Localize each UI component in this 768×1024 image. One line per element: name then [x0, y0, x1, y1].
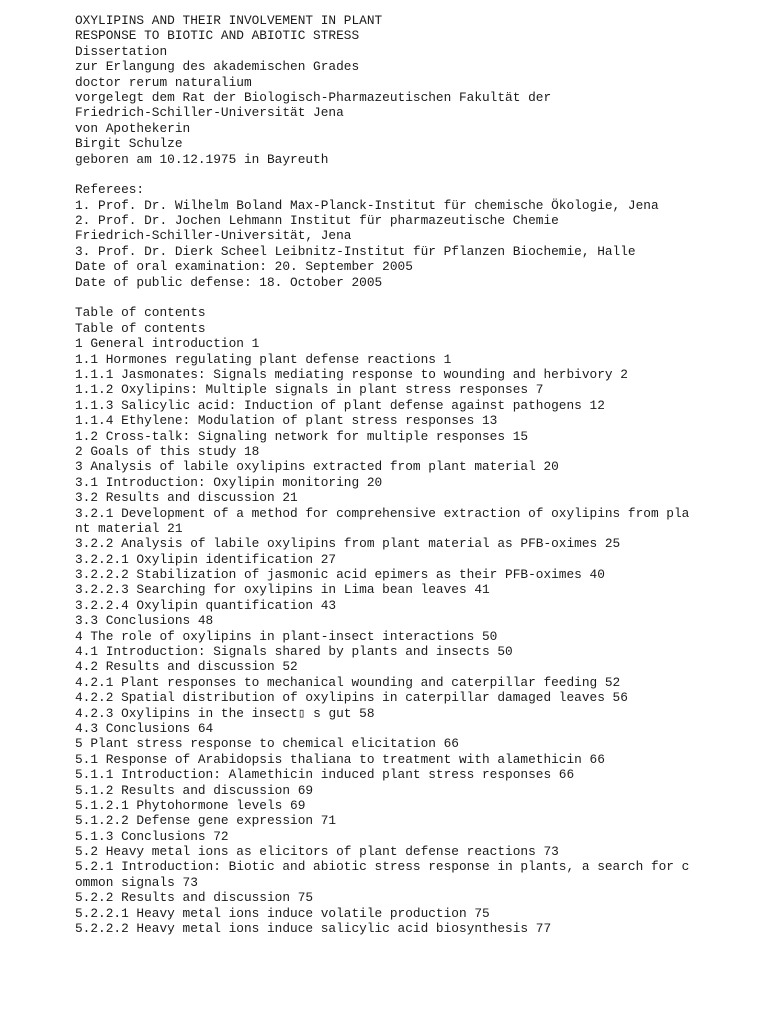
text-line: nt material 21	[75, 520, 183, 536]
text-line: 3.2.2.2 Stabilization of jasmonic acid epimers as their PFB-oximes 40	[75, 567, 605, 583]
text-line: 4.2.2 Spatial distribution of oxylipins in caterpillar damaged leaves 56	[75, 690, 628, 706]
text-line: 3.3 Conclusions 48	[75, 613, 214, 629]
text-line: RESPONSE TO BIOTIC AND ABIOTIC STRESS	[75, 28, 360, 44]
text-line: 5.2.2.2 Heavy metal ions induce salicylic acid biosynthesis 77	[75, 921, 552, 937]
text-line: 3.2.2 Analysis of labile oxylipins from plant material as PFB-oximes 25	[75, 536, 621, 552]
text-line: 2 Goals of this study 18	[75, 443, 260, 459]
text-line: 5.1.3 Conclusions 72	[75, 828, 229, 844]
text-line: 5.1.1 Introduction: Alamethicin induced plant stress responses 66	[75, 767, 575, 783]
text-line: OXYLIPINS AND THEIR INVOLVEMENT IN PLANT	[75, 13, 383, 28]
text-line: ommon signals 73	[75, 874, 198, 890]
text-line: 1.1 Hormones regulating plant defense reactions 1	[75, 351, 452, 367]
text-line: Date of oral examination: 20. September 2005	[75, 259, 413, 275]
text-line: 1 General introduction 1	[75, 336, 260, 352]
text-line: 4.3 Conclusions 64	[75, 720, 214, 736]
text-line: 2. Prof. Dr. Jochen Lehmann Institut für pharmazeutische Chemie	[75, 213, 559, 229]
text-line: 5.1.2.2 Defense gene expression 71	[75, 813, 337, 829]
document-text	[75, 13, 755, 936]
text-line: 5.1.2 Results and discussion 69	[75, 782, 314, 798]
text-line: 3.2 Results and discussion 21	[75, 490, 298, 506]
text-line: 5.2.2.1 Heavy metal ions induce volatile production 75	[75, 905, 490, 921]
text-line: Table of contents	[75, 320, 206, 336]
text-line: zur Erlangung des akademischen Grades	[75, 59, 360, 75]
text-line: 4 The role of oxylipins in plant-insect interactions 50	[75, 628, 498, 644]
text-line: Birgit Schulze	[75, 136, 183, 152]
text-line: 5 Plant stress response to chemical elicitation 66	[75, 736, 459, 752]
text-line: 4.2 Results and discussion 52	[75, 659, 298, 675]
text-line: 3.2.1 Development of a method for comprehensive extraction of oxylipins from pla	[75, 505, 690, 521]
text-line: 5.1.2.1 Phytohormone levels 69	[75, 797, 306, 813]
text-line: doctor rerum naturalium	[75, 74, 252, 90]
text-line: 3.1 Introduction: Oxylipin monitoring 20	[75, 474, 383, 490]
text-line: 3 Analysis of labile oxylipins extracted from plant material 20	[75, 459, 559, 475]
text-line: vorgelegt dem Rat der Biologisch-Pharmazeutischen Fakultät der	[75, 89, 552, 105]
text-line: Dissertation	[75, 43, 168, 59]
text-line: 5.2.1 Introduction: Biotic and abiotic stress response in plants, a search for c	[75, 859, 690, 875]
text-line: Friedrich-Schiller-Universität, Jena	[75, 228, 352, 244]
text-line: 5.1 Response of Arabidopsis thaliana to treatment with alamethicin 66	[75, 751, 605, 767]
text-line: 3.2.2.1 Oxylipin identification 27	[75, 551, 337, 567]
text-line: 4.2.1 Plant responses to mechanical wounding and caterpillar feeding 52	[75, 674, 621, 690]
blank-line	[75, 290, 755, 305]
text-line: von Apothekerin	[75, 120, 191, 136]
text-line: 1.1.3 Salicylic acid: Induction of plant defense against pathogens 12	[75, 397, 605, 413]
text-line: Table of contents	[75, 305, 206, 321]
text-line: 3.2.2.3 Searching for oxylipins in Lima bean leaves 41	[75, 582, 490, 598]
text-line: 4.2.3 Oxylipins in the insect▯ s gut 58	[75, 705, 375, 721]
text-line: 5.2 Heavy metal ions as elicitors of plant defense reactions 73	[75, 844, 559, 860]
text-line: Friedrich-Schiller-Universität Jena	[75, 105, 344, 121]
text-line: Date of public defense: 18. October 2005	[75, 274, 383, 290]
text-line: 1.1.1 Jasmonates: Signals mediating response to wounding and herbivory 2	[75, 366, 628, 382]
text-line: 1.1.4 Ethylene: Modulation of plant stress responses 13	[75, 413, 498, 429]
text-line: 1.1.2 Oxylipins: Multiple signals in plant stress responses 7	[75, 382, 544, 398]
text-line: 4.1 Introduction: Signals shared by plants and insects 50	[75, 644, 513, 660]
text-line: geboren am 10.12.1975 in Bayreuth	[75, 151, 329, 167]
text-line: 3. Prof. Dr. Dierk Scheel Leibnitz-Institut für Pflanzen Biochemie, Halle	[75, 243, 636, 259]
text-line: Referees:	[75, 182, 145, 198]
blank-line	[75, 167, 755, 182]
text-line: 1. Prof. Dr. Wilhelm Boland Max-Planck-Institut für chemische Ökologie, Jena	[75, 197, 659, 213]
text-line: 1.2 Cross-talk: Signaling network for multiple responses 15	[75, 428, 529, 444]
text-line: 5.2.2 Results and discussion 75	[75, 890, 314, 906]
text-line: 3.2.2.4 Oxylipin quantification 43	[75, 597, 337, 613]
